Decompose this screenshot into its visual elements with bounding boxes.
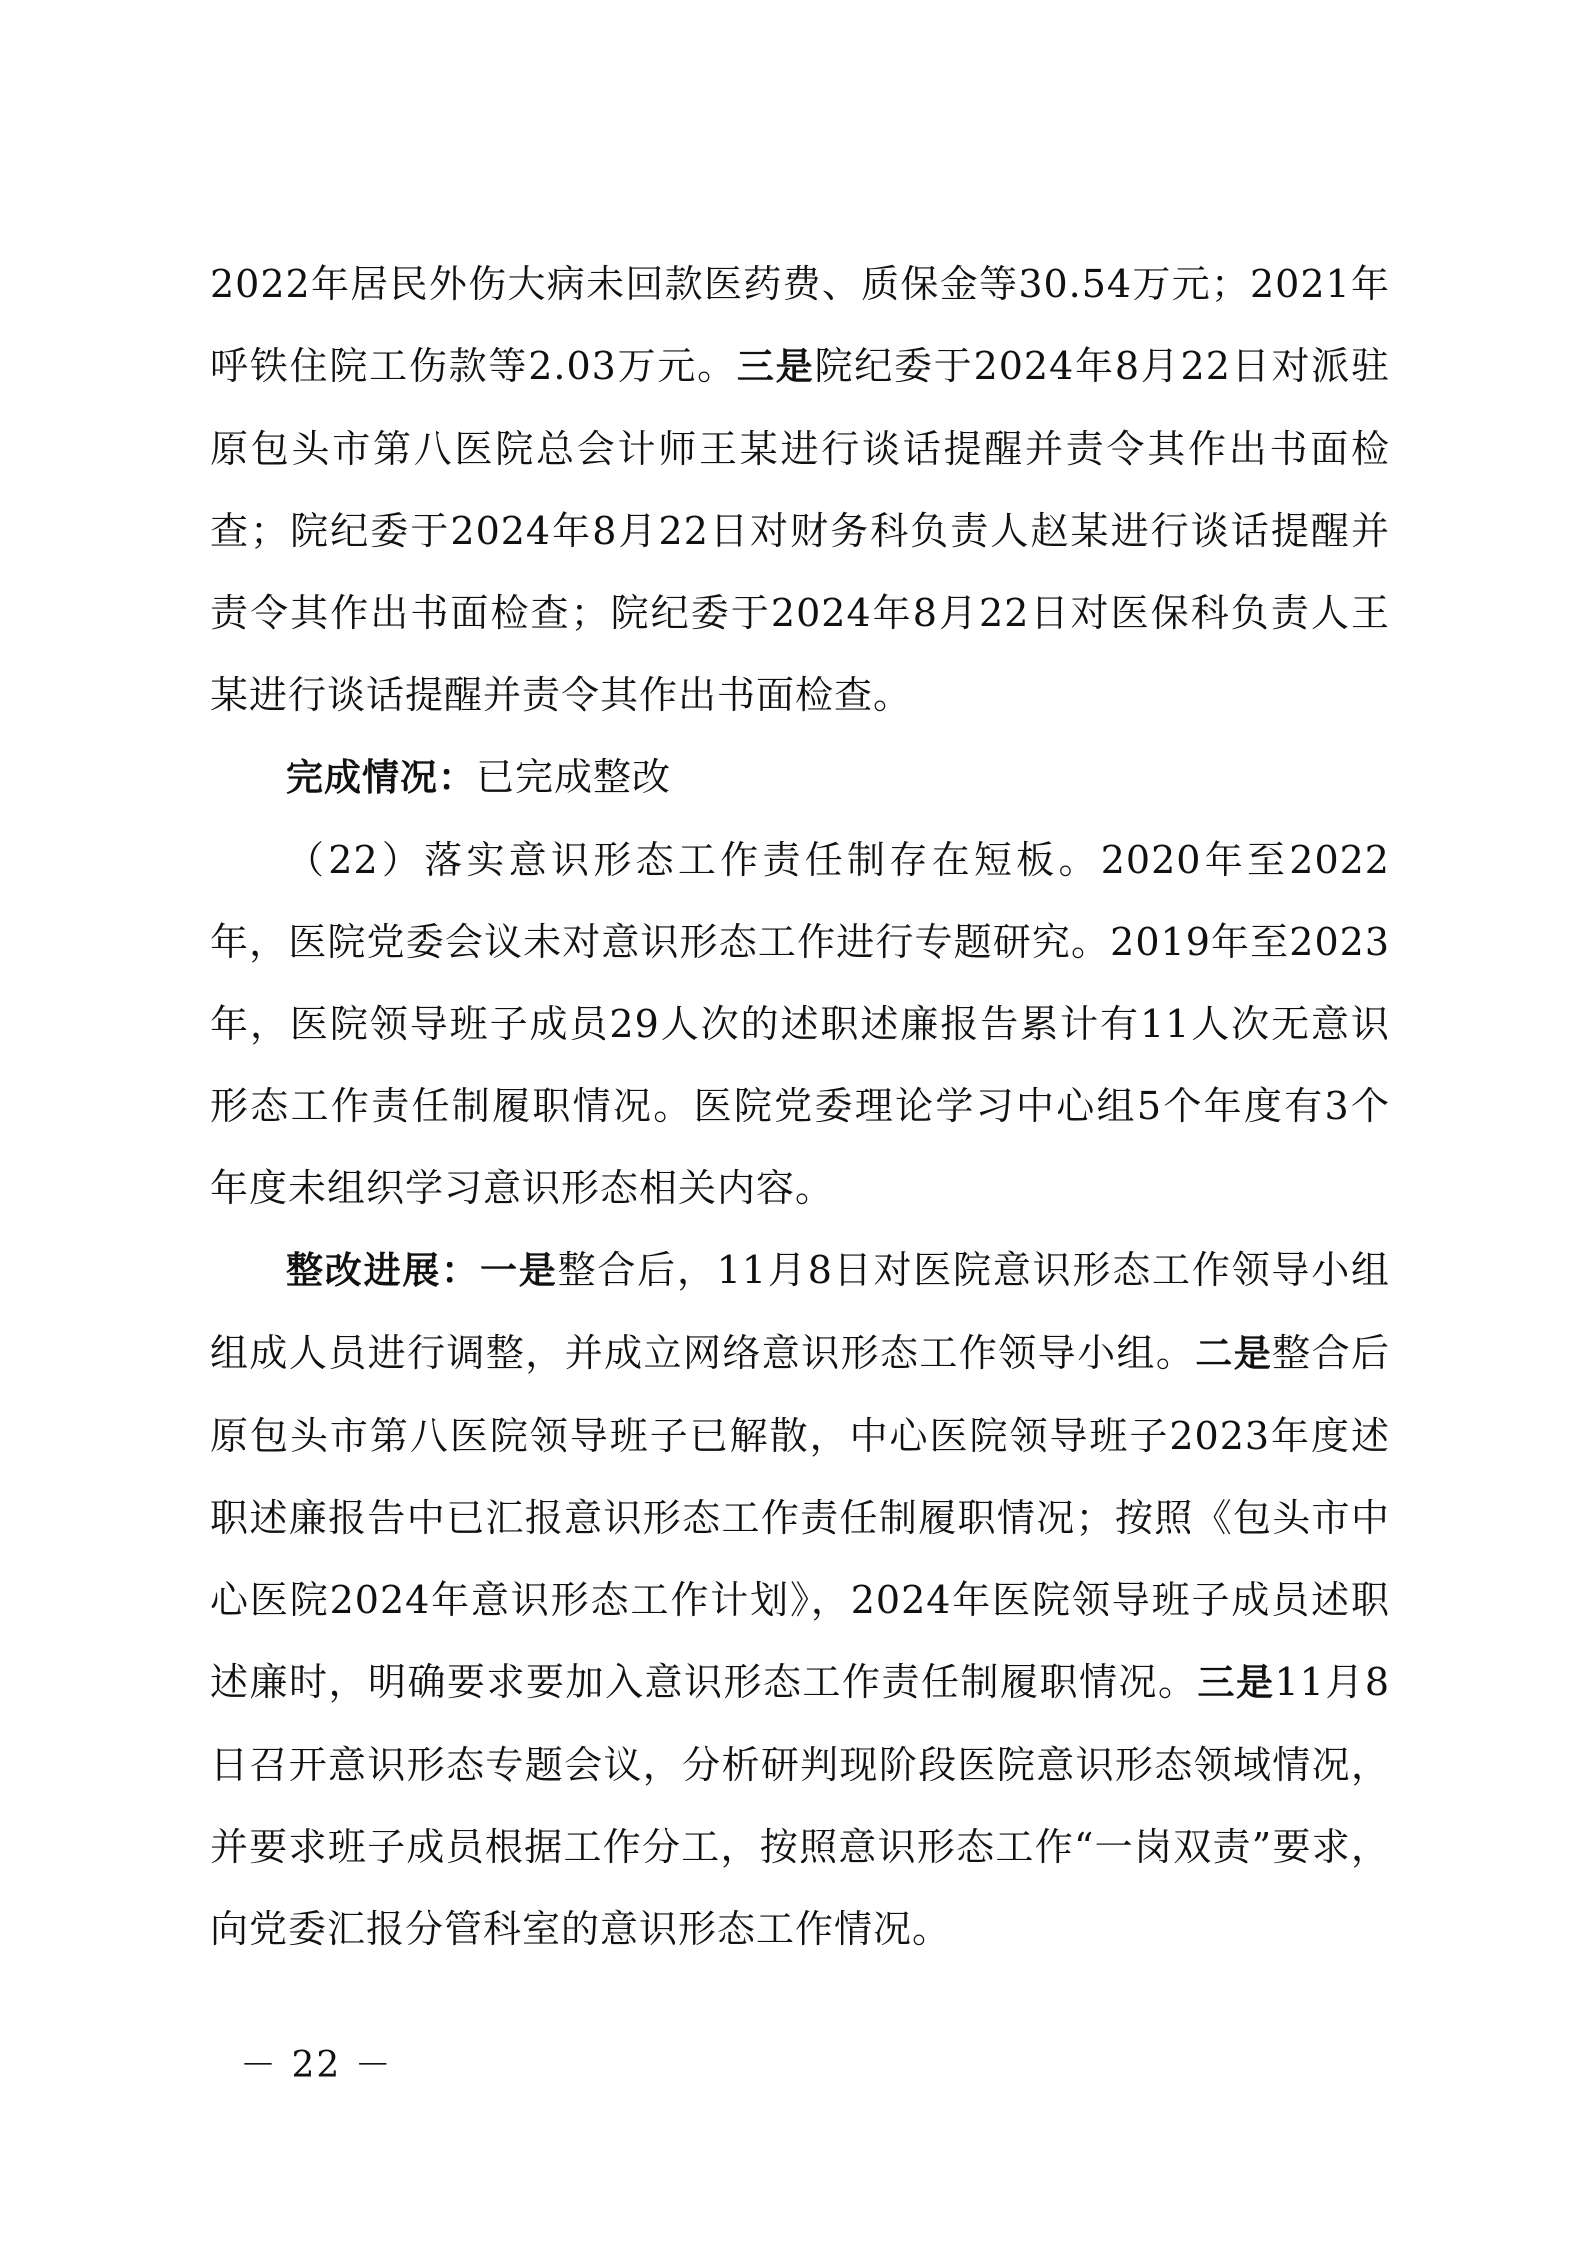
text-segment: 2022年居民外伤大病未回款医药费、质保金等30.54万元；2021年呼铁住院工伤款等2.03万元。: [210, 262, 1390, 388]
bold-label: 完成情况：: [286, 756, 476, 799]
text-segment: 11月8日召开意识形态专题会议，分析研判现阶段医院意识形态领域情况，并要求班子成员根据工作分工，按照意识形态工作“一岗双责”要求，向党委汇报分管科室的意识形态工作情况。: [210, 1660, 1390, 1951]
page-number: － 22 －: [240, 2045, 393, 2086]
text-segment: （22）落实意识形态工作责任制存在短板。2020年至2022年，医院党委会议未对意识形态工作进行专题研究。2019年至2023年，医院领导班子成员29人次的述职述廉报告累计有11人次无意识形态工作责任制履职情况。医院党委理论学习中心组5个年度有3个年度未组织学习意识形态相关内容。: [210, 838, 1390, 1210]
bold-label: 一是: [479, 1249, 558, 1292]
paragraph-completion-status: [210, 736, 1390, 819]
text-segment: 已完成整改: [476, 755, 672, 799]
bold-label: 三是: [736, 345, 815, 388]
text-segment: 整合后原包头市第八医院领导班子已解散，中心医院领导班子2023年度述职述廉报告中已汇报意识形态工作责任制履职情况；按照《包头市中心医院2024年意识形态工作计划》，2024年医院领导班子成员述职述廉时，明确要求要加入意识形态工作责任制履职情况。: [210, 1331, 1390, 1704]
paragraph-rectification-progress: [210, 1229, 1390, 1970]
bold-label: 三是: [1197, 1661, 1275, 1704]
text-segment: 整合后，11月8日对医院意识形态工作领导小组组成人员进行调整，并成立网络意识形态工作领导小组。: [210, 1248, 1391, 1375]
bold-label: 二是: [1195, 1332, 1273, 1375]
document-body: [210, 243, 1390, 1970]
paragraph-financial-rectification: [210, 243, 1390, 736]
text-segment: 院纪委于2024年8月22日对派驻原包头市第八医院总会计师王某进行谈话提醒并责令其作出书面检查；院纪委于2024年8月22日对财务科负责人赵某进行谈话提醒并责令其作出书面检查；院纪委于2024年8月22日对医保科负责人王某进行谈话提醒并责令其作出书面检查。: [210, 344, 1390, 717]
paragraph-issue-22: [210, 819, 1390, 1229]
bold-label: 整改进展：: [286, 1249, 480, 1292]
